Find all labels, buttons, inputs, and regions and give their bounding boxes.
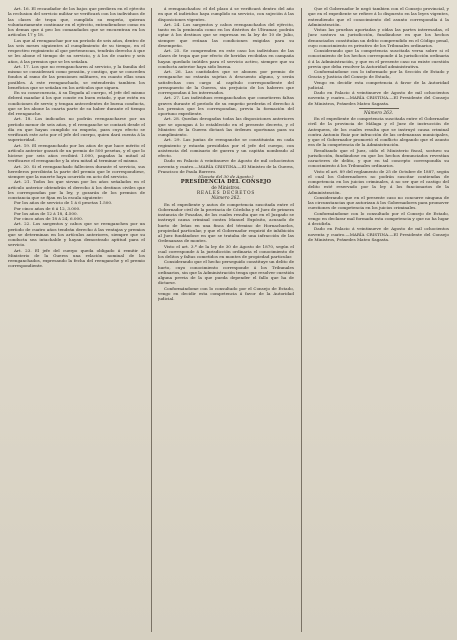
paragraph: Art. 22. Los sargentos y cabos que se reenganchen por un período de cuatro años tendrán derecho á las ventajas y premios que se determinan en los artículos anteriores, siempre que su conducta sea intachable y hayan demostrado aptitud para el servicio. bbox=[8, 221, 145, 248]
column-divider bbox=[301, 8, 302, 632]
column-divider bbox=[151, 8, 152, 632]
paragraph: Visto el art. 3.º de la ley de 30 de Agosto de 1870, según el cual corresponde á la jurisdicción ordinaria el conocimiento de los delitos y faltas cometidos en montes de propiedad particular. bbox=[158, 243, 294, 259]
separator-line bbox=[359, 108, 399, 109]
paragraph: Art. 19. El reenganchado por los años de que hace mérito el artículo anterior gozará de un premio de 500 pesetas, y el que lo hiciese por seis años recibirá 1.000, pagadas la mitad al verificarse el reenganche y la otra mitad al terminar el mismo. bbox=[8, 142, 145, 164]
paragraph: Considerando que el hecho perseguido constituye un delito de hurto, cuyo conocimiento corresponde á los Tribunales ordinarios, sin que la Administración tenga que resolver cuestión alguna previa de la que pueda depender el fallo que ha de dictarse. bbox=[158, 259, 294, 286]
premium-line: Por los años de servicio de 1 á 6 pesetas 1.500. bbox=[14, 200, 113, 206]
section-heading: PRESIDENCIA DEL CONSEJO bbox=[180, 179, 272, 186]
paragraph: Los que al reenganchar por un período de seis años, dentro de las seis meses siguientes al cumplimiento de su tiempo, en el respectivo regimiento al que pertenezcan, tendrán derecho á que se les abone el tiempo de su servicio, y á los de cuatro y seis años, á las premios que se les señalan. bbox=[8, 37, 145, 64]
paragraph: Art. 28. Quedan derogadas todas las disposiciones anteriores que se opongan á lo establecido en el presente decreto, y el Ministro de la Guerra dictará las órdenes oportunas para su cumplimiento. bbox=[158, 116, 294, 137]
paragraph: Art. 20. Si el reenganchado falleciera durante el servicio, sus herederos percibirán la parte del premio que le correspondiese, siempre que la muerte haya ocurrido en acto del servicio. bbox=[8, 163, 145, 179]
paragraph: Art. 17. Los que no reengancharen al servicio, y la familia del mismo se considerará como pensión, y contigo, que se conceden fondos al ramo de las pensiones militares, en cuanto ellas sean posibles. A este reenganchado, se extenderán tambien los beneficios que se señalan en los artículos que siguen. bbox=[8, 63, 145, 90]
paragraph: Que el Gobernador le negó tambien con el Consejo provincial, y que en el expediente se refiere á lo dispuesto en las leyes vigentes, entendiendo que el conocimiento del asunto correspondía á la Administración. bbox=[308, 6, 449, 27]
signature-paragraph: Dado en Palacio á veintinueve de Agosto de mil ochocientos noventa y cuatro.—MARÍA CRISTINA.—El Presidente del Consejo de Ministros, Práxedes Mateo Sagasta. bbox=[308, 90, 449, 106]
premium-line: Por los años de 12 á 18, 4.500. bbox=[14, 210, 78, 216]
paragraph: Conformándome con lo consultado por el Consejo de Estado, vengo en declarar mal formada esta competencia y que no ha lugar á decidirla. bbox=[308, 210, 449, 226]
paragraph: Art. 24. Los sargentos y cabos reenganchados del ejército, tanto en la península como en los distritos de Ultramar, podrán optar á los destinos que se expresan en la ley de 10 de Julio, siempre que reúnan las condiciones exigidas para su desempeño. bbox=[158, 21, 294, 48]
paragraph: Visto el art. 89 del reglamento de 25 de Octubre de 1887, según el cual los Gobernadores no podrán suscitar contiendas de competencia en los juicios criminales, á no ser que el castigo del delito esté reservado por la ley á los funcionarios de la Administración. bbox=[308, 168, 449, 195]
premium-line: Por cinco años de 6 á 12, 3.000. bbox=[14, 205, 81, 211]
paragraph: Conformándome con lo informado por la Sección de Estado y Gracia y Justicia del Consejo de Estado, bbox=[308, 69, 449, 80]
gaceta-reference: (Gaceta del 30 de Agosto.) bbox=[198, 174, 254, 179]
paragraph: á reenganchados: el del plazo á se verificará dentro del año en que el individuo haya cumplido su servicio, con sujeción á las disposiciones vigentes. bbox=[158, 6, 294, 22]
paragraph: Vistas las pruebas aportadas y oídas las partes interesadas, el Juez sostuvo su jurisdicción, fundándose en que los hechos denunciados constituían un delito comprendido en el Código penal, cuyo conocimiento es privativo de los Tribunales ordinarios. bbox=[308, 27, 449, 48]
paragraph: Vengo en decidir esta competencia á favor de la Autoridad judicial. bbox=[308, 79, 449, 90]
paragraph: En el expediente de competencia suscitada entre el Gobernador civil de la provincia de Málaga y el Juez de instrucción de Antequera, de los cuales resulta que se instruyó causa criminal contra Antonio Ruiz por infracción de las ordenanzas municipales, y que el Gobernador promovió el conflicto alegando que el asunto era de la competencia de la Administración. bbox=[308, 116, 449, 148]
paragraph: Art. 23. El jefe del cuerpo queda obligado á remitir al Ministerio de la Guerra una relación nominal de los reenganchados, expresando la fecha del reenganche y el premio correspondiente. bbox=[8, 247, 145, 269]
signature-paragraph: Dado en Palacio á veintinueve de Agosto de mil ochocientos noventa y cuatro.—MARÍA CRISTINA.—El Presidente del Consejo de Ministros, Práxedes Mateo Sagasta. bbox=[308, 226, 449, 242]
paragraph: Art. 18. Los indicados no podrán reengancharse por un período menor de seis años, y el reenganche se contará desde el día en que hayan cumplido su empeño, para cuyo efecto se verificará este acto por el jefe del cuerpo, quien dará cuenta á la superioridad. bbox=[8, 116, 145, 143]
paragraph: En su consecuencia, á su llegada al cuerpo, el jefe del mismo deberá mandar á los que conste en buen estado, y que estén en condiciones de servir, y tengan antecedentes de buena conducta, que se les abone la cuarta parte de su haber durante el tiempo del reenganche. bbox=[8, 90, 145, 116]
text-column-3 bbox=[308, 6, 449, 634]
decrees-heading: REALES DECRETOS bbox=[196, 191, 256, 196]
paragraph: Art. 27. Los individuos reenganchados que cometieren faltas graves durante el período de su empeño perderán el derecho á los premios que les correspondan, previa la formación del oportuno expediente. bbox=[158, 95, 294, 116]
decree-number: Número 263. bbox=[363, 110, 394, 116]
section-subheading: de Ministros. bbox=[211, 185, 241, 191]
text-column-1 bbox=[8, 6, 145, 634]
premium-line: Por cinco años de 18 á 24, 6.000. bbox=[14, 216, 83, 221]
paragraph: Art. 21. Todos los que sirvan por los años señalados en el artículo anterior obtendrán el derecho á los destinos civiles que les correspondan por la ley, y gozarán de los premios de constancia que se fijan en la escala siguiente: bbox=[8, 179, 145, 200]
paragraph: Conformándome con lo consultado por el Consejo de Estado, vengo en decidir esta competencia á favor de la Autoridad judicial. bbox=[158, 285, 294, 301]
decree-number: Número 262. bbox=[211, 196, 241, 202]
paragraph: Art. 29. Las juntas de reenganche se constituirán en cada regimiento y estarán presididas por el jefe del cuerpo, con asistencia del comisario de guerra y un capitán nombrado al efecto. bbox=[158, 137, 294, 158]
paragraph: Art. 16. El recaudador de los bajos que perdiera en el ejército la reclusion del servicio militar se verificará con los individuos de las clases de tropa que, cumplida su empeño, quieran voluntariamente continuar en el ejército, entendiendose como en los demas que á peo los comandados que se encuentran en los artículos 17 y 18. bbox=[8, 6, 145, 38]
paragraph: En el expediente y autos de competencia suscitada entre el Gobernador civil de la provincia de Córdoba y el Juez de primera instancia de Posadas, de los cuales resulta que en el Juzgado se instruyó causa criminal contra Manuel Expósito, acusado de hurto de leñas en una finca del término de Hornachuelos, propiedad particular, y que el Gobernador requirió de inhibición al Juez fundándose en que se trataba de una infracción de las Ordenanzas de montes. bbox=[158, 201, 294, 244]
paragraph: Art. 25. Se comprenden en este caso los individuos de las clases de tropa que por efecto de heridas recibidas en campaña hayan quedado inútiles para el servicio activo, siempre que su conducta anterior haya sido buena. bbox=[158, 48, 294, 69]
paragraph: Art. 26. Las cantidades que se abonen por premio de reenganche no estarán sujetas á descuento alguno, y serán satisfechas con cargo al capítulo correspondiente del presupuesto de la Guerra, sin perjuicio de los haberes que correspondan á los interesados. bbox=[158, 69, 294, 95]
paragraph: Considerando que en el presente caso no concurre ninguna de las circunstancias que autorizan á los Gobernadores para promover cuestiones de competencia en los juicios criminales. bbox=[308, 194, 449, 211]
paragraph: Considerando que la competencia suscitada versa sobre si el conocimiento de los hechos corresponde á la jurisdicción ordinaria ó á la Administración, y que en el presente caso no existe cuestión previa que deba resolver la Autoridad administrativa. bbox=[308, 48, 449, 69]
paragraph: Resultando que el Juez, oído el Ministerio fiscal, sostuvo su jurisdicción, fundándose en que los hechos denunciados revestían caracteres de delito, y que en tal concepto correspondía su conocimiento á los Tribunales ordinarios. bbox=[308, 147, 449, 169]
signature-paragraph: Dado en Palacio á veintinueve de Agosto de mil ochocientos noventa y cuatro.—MARÍA CRISTINA.—El Ministro de la Guerra, Francisco de Paula Borrero. bbox=[158, 158, 294, 174]
text-column-2 bbox=[158, 6, 294, 634]
